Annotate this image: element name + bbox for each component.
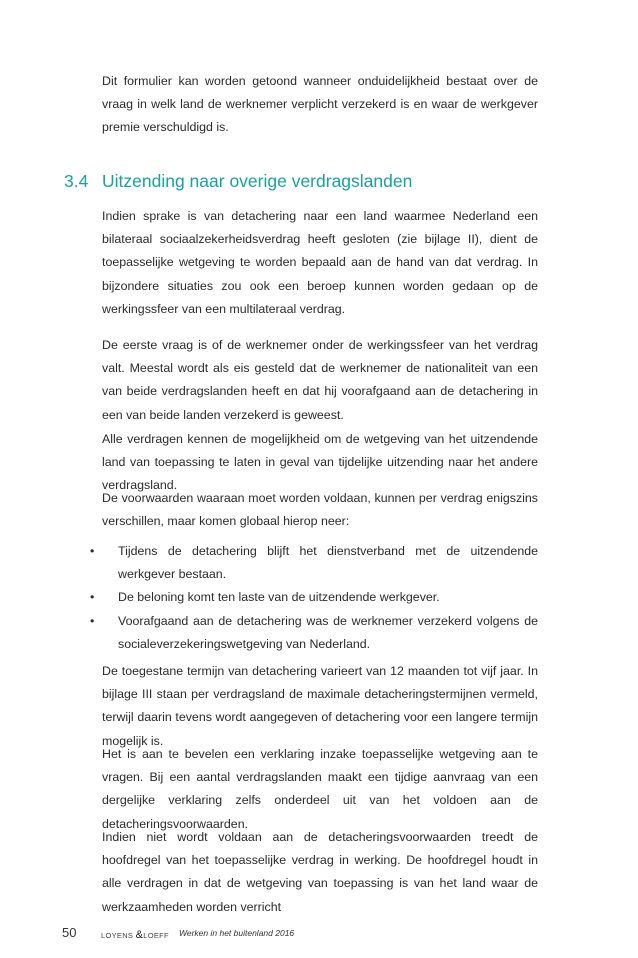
section-title: Uitzending naar overige verdragslanden	[102, 171, 413, 191]
logo-ampersand: &	[135, 929, 144, 941]
page-footer	[62, 925, 542, 943]
list-item	[86, 540, 538, 586]
body-paragraph: Alle verdragen kennen de mogelijkheid om de wetgeving van het uitzendende land van toepassing te laten in geval van tijdelijke uitzending naar het andere verdragsland.	[102, 432, 538, 493]
bullet-icon: •	[90, 590, 95, 605]
list-item-text: Tijdens de detachering blijft het dienstverband met de uitzendende werkgever bestaan.	[118, 544, 538, 582]
list-item	[86, 586, 538, 609]
logo-text-left: LOYENS	[101, 931, 134, 940]
list-item-text: De beloning komt ten laste van de uitzendende werkgever.	[118, 590, 440, 605]
publisher-logo	[101, 929, 169, 941]
body-paragraph: Het is aan te bevelen een verklaring inzake toepasselijke wetgeving aan te vragen. Bij een aantal verdragslanden maakt een tijdige aanvraag van een dergelijke verklaring zelfs onderdeel uit van het voldoen aan de detacheringsvoorwaarden.	[102, 747, 538, 831]
document-title: Werken in het buitenland 2016	[179, 928, 295, 938]
list-item	[86, 610, 538, 656]
body-paragraph: De voorwaarden waaraan moet worden voldaan, kunnen per verdrag enigszins verschillen, maar komen globaal hierop neer:	[102, 491, 538, 529]
logo-text-right: LOEFF	[143, 931, 169, 940]
intro-paragraph: Dit formulier kan worden getoond wanneer onduidelijkheid bestaat over de vraag in welk land de werknemer verplicht verzekerd is en waar de werkgever premie verschuldigd is.	[102, 74, 538, 135]
bullet-icon: •	[90, 544, 95, 558]
body-paragraph: De eerste vraag is of de werknemer onder de werkingssfeer van het verdrag valt. Meestal wordt als eis gesteld dat de werknemer de nationaliteit van een van beide verdragslanden heeft en dat hij voorafgaand aan de detachering in een van beide landen verzekerd is geweest.	[102, 338, 538, 422]
section-heading	[64, 171, 412, 192]
bullet-icon: •	[90, 613, 95, 628]
body-paragraph: Indien sprake is van detachering naar een land waarmee Nederland een bilateraal sociaalzekerheidsverdrag heeft gesloten (zie bijlage II), dient de toepasselijke wetgeving te worden bepaald aan de hand van dat verdrag. In bijzondere situaties zou ook een beroep kunnen worden gedaan op de werkingssfeer van een multilateraal verdrag.	[102, 209, 538, 316]
conditions-list	[86, 540, 538, 656]
list-item-text: Voorafgaand aan de detachering was de werknemer verzekerd volgens de socialeverzekeringswetgeving van Nederland.	[118, 613, 538, 651]
page-number: 50	[62, 925, 77, 940]
body-paragraph: De toegestane termijn van detachering varieert van 12 maanden tot vijf jaar. In bijlage III staan per verdragsland de maximale detacheringstermijnen vermeld, terwijl daarin tevens wordt aangegeven of detachering voor een langere termijn mogelijk is.	[102, 664, 538, 748]
section-number: 3.4	[64, 171, 89, 191]
body-paragraph: Indien niet wordt voldaan aan de detacheringsvoorwaarden treedt de hoofdregel van het toepasselijke verdrag in werking. De hoofdregel houdt in alle verdragen in dat de wetgeving van toepassing is van het land waar de werkzaamheden worden verricht	[102, 830, 538, 914]
